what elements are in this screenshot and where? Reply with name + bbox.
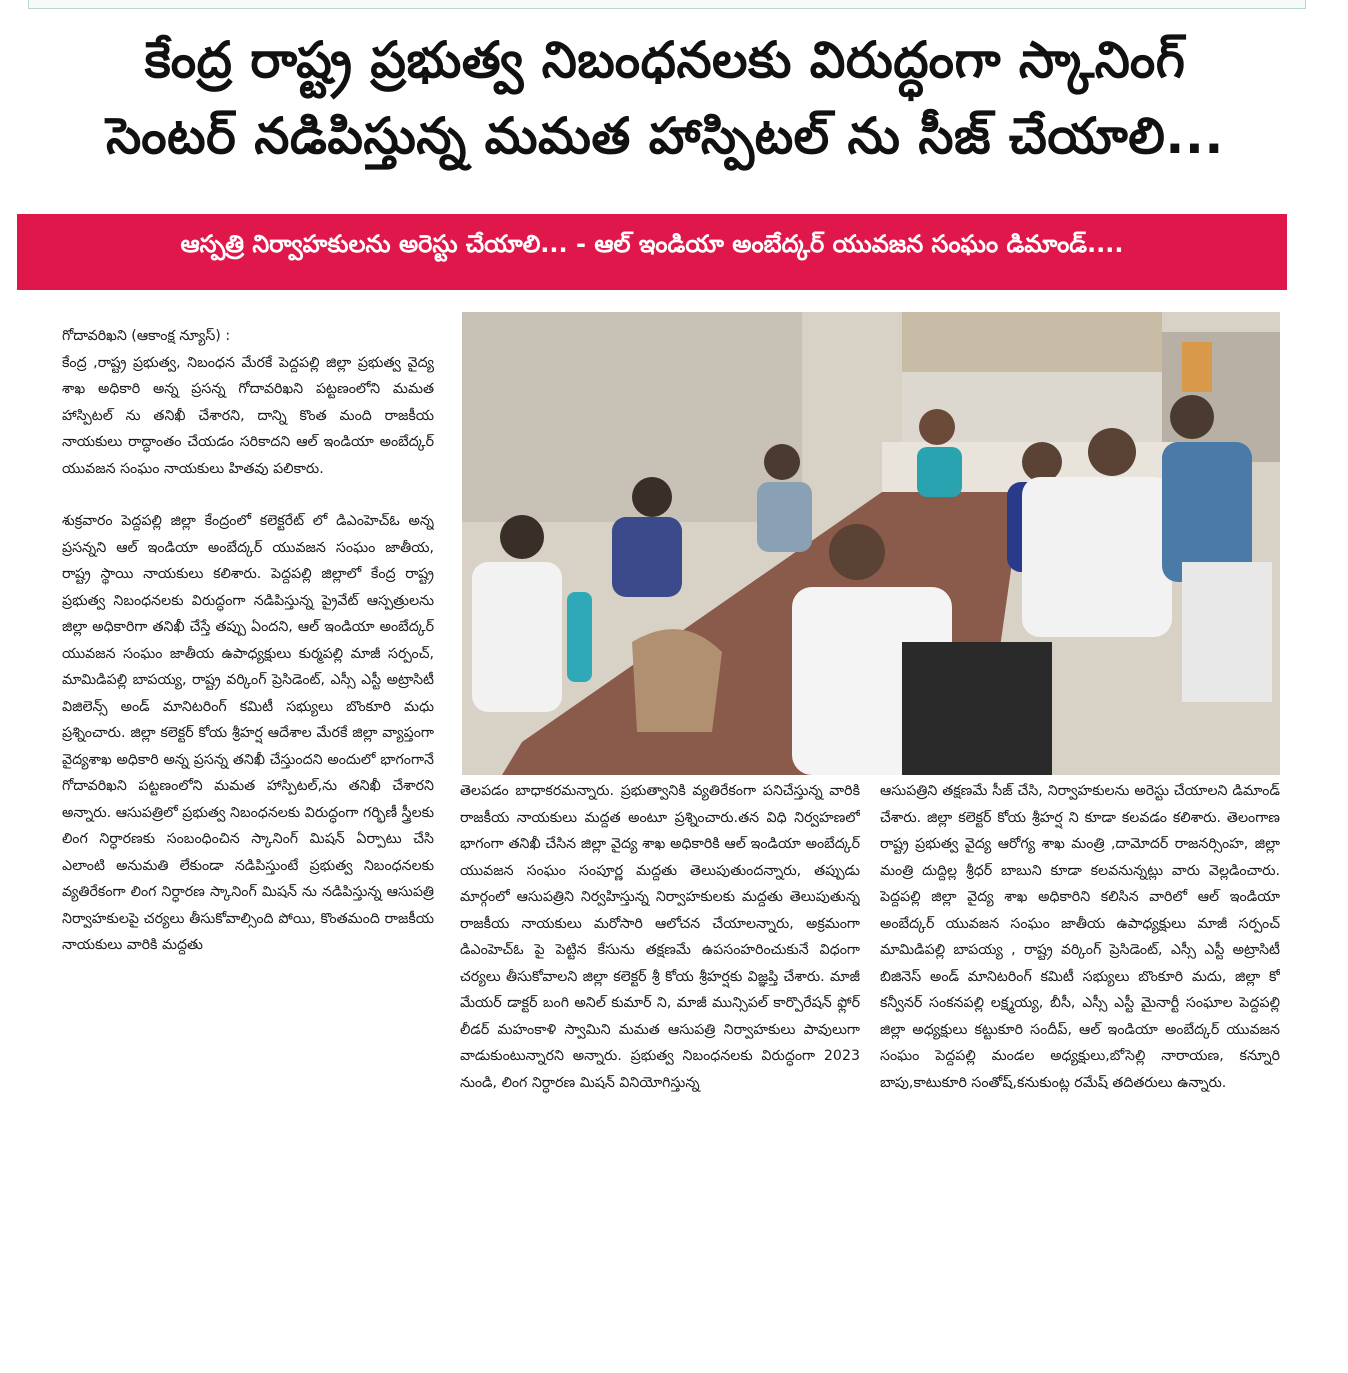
plastic-chair <box>1182 562 1272 702</box>
article-column-3-text: ఆసుపత్రిని తక్షణమే సీజ్ చేసి, నిర్వాహకులను అరెస్టు చేయాలని డిమాండ్ చేశారు. జిల్లా కలెక్టర్ కోయ శ్రీహర్ష ని కూడా కలవడం కలిశారు. తెలంగాణ రాష్ట్ర ప్రభుత్వ వైద్య ఆరోగ్య శాఖ మంత్రి ,దామోదర్ రాజనర్సింహ, జిల్లా మంత్రి దుద్దిల్ల శ్రీధర్ బాబుని కూడా కలవనున్నట్లు వారు వెల్లడించారు. పెద్దపల్లి జిల్లా వైద్య శాఖ అధికారిని కలిసిన వారిలో ఆల్ ఇండియా అంబేద్కర్ యువజన సంఘం జాతీయ ఉపాధ్యక్షులు మాజీ సర్పంచ్ మామిడిపల్లి బాపయ్య , రాష్ట్ర వర్కింగ్ ప్రెసిడెంట్, ఎస్సీ ఎస్టీ అట్రాసిటీ బిజినెస్ అండ్ మానిటరింగ్ కమిటీ సభ్యులు బొంకూరి మదు, జిల్లా కో కన్వీనర్ సంకనపల్లి లక్ష్మయ్య, బీసీ, ఎస్సీ ఎస్టీ మైనార్టీ సంఘాల పెద్దపల్లి జిల్లా అధ్యక్షులు కట్టుకూరి సందీప్, ఆల్ ఇండియా అంబేద్కర్ యువజన సంఘం పెద్దపల్లి మండల అధ్యక్షులు,బోసెల్లి నారాయణ, కన్నూరి బాపు,కాటుకూరి సంతోష్,కనుకుంట్ల రమేష్ తదితరులు ఉన్నారు. <box>880 783 1280 1091</box>
person-body <box>612 517 682 597</box>
photo-left-wall <box>462 312 802 522</box>
handbag <box>632 629 722 732</box>
person-head <box>1088 428 1136 476</box>
water-bottle <box>567 592 592 682</box>
person-head <box>500 515 544 559</box>
article-column-1 <box>62 323 434 1343</box>
person-head <box>764 444 800 480</box>
person-head <box>632 477 672 517</box>
article-column-3 <box>880 778 1280 1343</box>
article-column-2 <box>460 778 860 1343</box>
photo-window-blind <box>902 312 1162 372</box>
article-paragraph-1: కేంద్ర ,రాష్ట్ర ప్రభుత్వ, నిబంధన మేరకే పెద్దపల్లి జిల్లా ప్రభుత్వ వైద్య శాఖ అధికారి అన్న ప్రసన్న గోదావరిఖని పట్టణంలోని మమత హాస్పిటల్ ను తనిఖీ చేశారని, దాన్ని కొంత మంది రాజకీయ నాయకులు రాద్ధాంతం చేయడం సరికాదని ఆల్ ఇండియా అంబేద్కర్ యువజన సంఘం నాయకులు హితవు పలికారు. <box>62 354 434 477</box>
person-body <box>472 562 562 712</box>
paragraph-gap <box>62 482 434 508</box>
article-dateline: గోదావరిఖని (ఆకాంక్ష న్యూస్) : <box>62 328 231 344</box>
person-head <box>1022 442 1062 482</box>
person-head <box>919 409 955 445</box>
person-head <box>829 524 885 580</box>
top-border-strip <box>28 0 1306 9</box>
subheadline-text: ఆస్పత్రి నిర్వాహకులను అరెస్టు చేయాలి... - ఆల్ ఇండియా అంబేద్కర్ యువజన సంఘం డిమాండ్.... <box>180 230 1124 258</box>
headline <box>20 22 1310 174</box>
person-head <box>1170 395 1214 439</box>
person-body <box>917 447 962 497</box>
headline-line-2: సెంటర్ నడిపిస్తున్న మమత హాస్పిటల్ ను సీజ్ చేయాలి... <box>106 107 1224 165</box>
headline-line-1: కేంద్ర రాష్ట్ర ప్రభుత్వ నిబంధనలకు విరుద్ధంగా స్కానింగ్ <box>144 31 1186 89</box>
subheadline-banner <box>17 214 1287 290</box>
person-body <box>1162 442 1252 582</box>
meeting-photo <box>462 312 1280 775</box>
office-chair <box>902 642 1052 775</box>
photo-frame <box>1182 342 1212 392</box>
article-column-2-text: తెలపడం బాధాకరమన్నారు. ప్రభుత్వానికి వ్యతిరేకంగా పనిచేస్తున్న వారికి రాజకీయ నాయకులు మద్దత అంటూ ప్రశ్నించారు.తన విధి నిర్వహణలో భాగంగా తనిఖీ చేసిన జిల్లా వైద్య శాఖ అధికారికి ఆల్ ఇండియా అంబేద్కర్ యువజన సంఘం సంపూర్ణ మద్దతు తెలుపుతుందన్నారు, తప్పుడు మార్గంలో ఆసుపత్రిని నిర్వహిస్తున్న నిర్వాహకులకు మద్దతు తెలుపుతున్న రాజకీయ నాయకులు మరోసారి ఆలోచన చేయాలన్నారు, అక్రమంగా డిఎంహెచ్ఓ పై పెట్టిన కేసును తక్షణమే ఉపసంహరించుకునే విధంగా చర్యలు తీసుకోవాలని జిల్లా కలెక్టర్ శ్రీ కోయ శ్రీహర్షకు విజ్ఞప్తి చేశారు. మాజీ మేయర్ డాక్టర్ బంగి అనిల్ కుమార్ ని, మాజీ మున్సిపల్ కార్పొరేషన్ ఫ్లోర్ లీడర్ మహంకాళి స్వామిని మమత ఆసుపత్రి నిర్వాహకులు పావులుగా వాడుకుంటున్నారని అన్నారు. ప్రభుత్వ నిబంధనలకు విరుద్ధంగా 2023 నుండి, లింగ నిర్ధారణ మిషన్ వినియోగిస్తున్న <box>460 783 860 1091</box>
person-body <box>1022 477 1172 637</box>
person-body <box>757 482 812 552</box>
article-paragraph-2: శుక్రవారం పెద్దపల్లి జిల్లా కేంద్రంలో కలెక్టరేట్ లో డిఎంహెచ్ఓ అన్న ప్రసన్నని ఆల్ ఇండియా అంబేద్కర్ యువజన సంఘం జాతీయ, రాష్ట్ర స్థాయి నాయకులు కలిశారు. పెద్దపల్లి జిల్లాలో కేంద్ర రాష్ట్ర ప్రభుత్వ నిబంధనలకు విరుద్ధంగా నడిపిస్తున్న ప్రైవేట్ ఆస్పత్రులను జిల్లా అధికారిగా తనిఖీ చేస్తే తప్పు ఏందని, ఆల్ ఇండియా అంబేద్కర్ యువజన సంఘం జాతీయ ఉపాధ్యక్షులు కుర్మపల్లి మాజీ సర్పంచ్, మామిడిపల్లి బాపయ్య, రాష్ట్ర వర్కింగ్ ప్రెసిడెంట్, ఎస్సీ ఎస్టీ అట్రాసిటీ విజిలెన్స్ అండ్ మానిటరింగ్ కమిటీ సభ్యులు బొంకూరి మధు ప్రశ్నించారు. జిల్లా కలెక్టర్ కోయ శ్రీహర్ష ఆదేశాల మేరకే జిల్లా వ్యాప్తంగా వైద్యశాఖ అధికారి అన్న ప్రసన్న తనిఖీ చేస్తుందని అందులో భాగంగానే గోదావరిఖని పట్టణంలోని మమత హాస్పిటల్,ను తనిఖీ చేశారని అన్నారు. ఆసుపత్రిలో ప్రభుత్వ నిబంధనలకు విరుద్ధంగా గర్భిణీ స్త్రీలకు లింగ నిర్ధారణకు సంబంధించిన స్కానింగ్ మిషన్ ఏర్పాటు చేసి ఎలాంటి అనుమతి లేకుండా నడిపిస్తుంటే ప్రభుత్వ నిబంధనలకు వ్యతిరేకంగా లింగ నిర్ధారణ స్కానింగ్ మిషన్ ను నడిపిస్తున్న ఆసుపత్రి నిర్వాహకులపై చర్యలు తీసుకోవాల్సింది పోయి, కొంతమంది రాజకీయ నాయకులు వారికి మద్దతు <box>62 513 434 953</box>
meeting-photo-illustration <box>462 312 1280 775</box>
